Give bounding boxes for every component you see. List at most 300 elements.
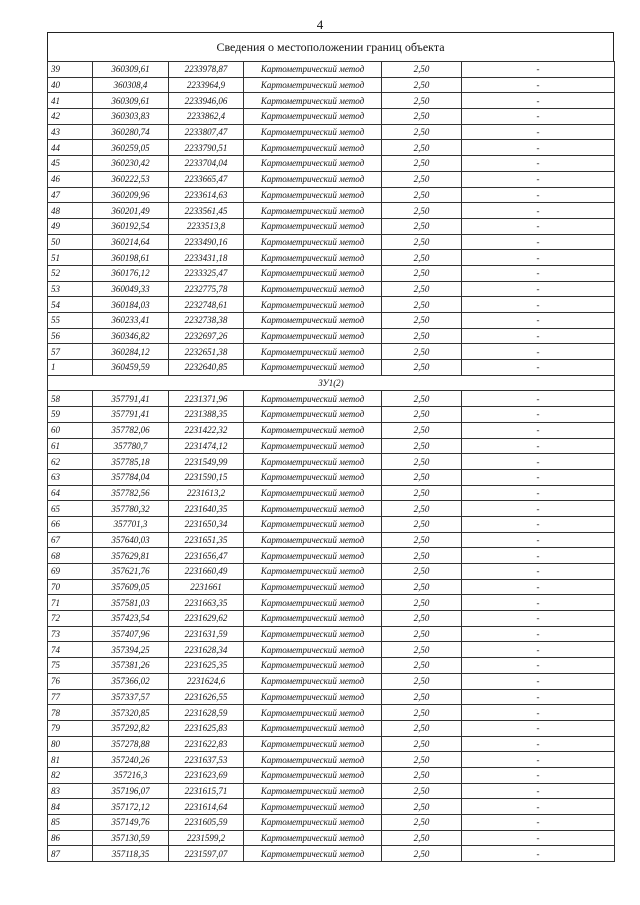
table-row [48, 218, 615, 234]
description-cell: - [462, 469, 615, 485]
method-cell: Картометрический метод [244, 642, 382, 658]
y-coordinate-cell: 2231623,69 [169, 767, 244, 783]
point-number-cell: 85 [48, 815, 93, 831]
method-cell: Картометрический метод [244, 799, 382, 815]
point-number-cell: 42 [48, 109, 93, 125]
table-row [48, 846, 615, 862]
y-coordinate-cell: 2231614,64 [169, 799, 244, 815]
precision-cell: 2,50 [382, 234, 462, 250]
description-cell: - [462, 736, 615, 752]
table-row [48, 469, 615, 485]
y-coordinate-cell: 2231599,2 [169, 830, 244, 846]
table-row [48, 532, 615, 548]
y-coordinate-cell: 2231549,99 [169, 454, 244, 470]
table-row [48, 124, 615, 140]
y-coordinate-cell: 2231631,59 [169, 626, 244, 642]
description-cell: - [462, 93, 615, 109]
precision-cell: 2,50 [382, 485, 462, 501]
point-number-cell: 74 [48, 642, 93, 658]
table-row [48, 611, 615, 627]
precision-cell: 2,50 [382, 595, 462, 611]
y-coordinate-cell: 2231637,53 [169, 752, 244, 768]
description-cell: - [462, 846, 615, 862]
description-cell: - [462, 611, 615, 627]
method-cell: Картометрический метод [244, 234, 382, 250]
method-cell: Картометрический метод [244, 783, 382, 799]
table-row [48, 438, 615, 454]
point-number-cell: 73 [48, 626, 93, 642]
x-coordinate-cell: 357785,18 [93, 454, 169, 470]
table-row [48, 736, 615, 752]
x-coordinate-cell: 357172,12 [93, 799, 169, 815]
point-number-cell: 79 [48, 720, 93, 736]
method-cell: Картометрический метод [244, 265, 382, 281]
x-coordinate-cell: 360214,64 [93, 234, 169, 250]
point-number-cell: 68 [48, 548, 93, 564]
point-number-cell: 48 [48, 203, 93, 219]
method-cell: Картометрический метод [244, 752, 382, 768]
group-label: ЗУ1(2) [48, 375, 615, 391]
y-coordinate-cell: 2231625,83 [169, 720, 244, 736]
table-row [48, 140, 615, 156]
point-number-cell: 40 [48, 77, 93, 93]
point-number-cell: 80 [48, 736, 93, 752]
method-cell: Картометрический метод [244, 658, 382, 674]
y-coordinate-cell: 2231651,35 [169, 532, 244, 548]
y-coordinate-cell: 2231613,2 [169, 485, 244, 501]
x-coordinate-cell: 357780,32 [93, 501, 169, 517]
point-number-cell: 54 [48, 297, 93, 313]
x-coordinate-cell: 360230,42 [93, 156, 169, 172]
y-coordinate-cell: 2233807,47 [169, 124, 244, 140]
y-coordinate-cell: 2231622,83 [169, 736, 244, 752]
method-cell: Картометрический метод [244, 611, 382, 627]
table-row [48, 297, 615, 313]
description-cell: - [462, 548, 615, 564]
method-cell: Картометрический метод [244, 407, 382, 423]
description-cell: - [462, 485, 615, 501]
y-coordinate-cell: 2232640,85 [169, 360, 244, 376]
x-coordinate-cell: 360309,61 [93, 93, 169, 109]
point-number-cell: 51 [48, 250, 93, 266]
x-coordinate-cell: 357784,04 [93, 469, 169, 485]
description-cell: - [462, 391, 615, 407]
y-coordinate-cell: 2233513,8 [169, 218, 244, 234]
description-cell: - [462, 642, 615, 658]
table-row [48, 109, 615, 125]
point-number-cell: 59 [48, 407, 93, 423]
x-coordinate-cell: 357407,96 [93, 626, 169, 642]
description-cell: - [462, 579, 615, 595]
y-coordinate-cell: 2232748,61 [169, 297, 244, 313]
table-row [48, 234, 615, 250]
precision-cell: 2,50 [382, 830, 462, 846]
y-coordinate-cell: 2232775,78 [169, 281, 244, 297]
precision-cell: 2,50 [382, 422, 462, 438]
description-cell: - [462, 297, 615, 313]
description-cell: - [462, 360, 615, 376]
y-coordinate-cell: 2231597,07 [169, 846, 244, 862]
precision-cell: 2,50 [382, 611, 462, 627]
x-coordinate-cell: 360303,83 [93, 109, 169, 125]
x-coordinate-cell: 357640,03 [93, 532, 169, 548]
description-cell: - [462, 281, 615, 297]
precision-cell: 2,50 [382, 281, 462, 297]
table-row [48, 171, 615, 187]
table-row [48, 250, 615, 266]
precision-cell: 2,50 [382, 815, 462, 831]
description-cell: - [462, 171, 615, 187]
x-coordinate-cell: 357240,26 [93, 752, 169, 768]
table-row [48, 705, 615, 721]
table-row [48, 595, 615, 611]
point-number-cell: 58 [48, 391, 93, 407]
table-row [48, 783, 615, 799]
y-coordinate-cell: 2233946,06 [169, 93, 244, 109]
precision-cell: 2,50 [382, 846, 462, 862]
description-cell: - [462, 799, 615, 815]
method-cell: Картометрический метод [244, 62, 382, 78]
precision-cell: 2,50 [382, 344, 462, 360]
method-cell: Картометрический метод [244, 93, 382, 109]
coordinates-table-body [48, 62, 615, 862]
precision-cell: 2,50 [382, 501, 462, 517]
y-coordinate-cell: 2231624,6 [169, 673, 244, 689]
point-number-cell: 1 [48, 360, 93, 376]
table-row [48, 62, 615, 78]
table-row [48, 767, 615, 783]
point-number-cell: 41 [48, 93, 93, 109]
method-cell: Картометрический метод [244, 673, 382, 689]
table-row [48, 815, 615, 831]
method-cell: Картометрический метод [244, 187, 382, 203]
description-cell: - [462, 767, 615, 783]
x-coordinate-cell: 360308,4 [93, 77, 169, 93]
point-number-cell: 75 [48, 658, 93, 674]
table-row [48, 187, 615, 203]
y-coordinate-cell: 2233431,18 [169, 250, 244, 266]
table-row [48, 516, 615, 532]
x-coordinate-cell: 360192,54 [93, 218, 169, 234]
point-number-cell: 67 [48, 532, 93, 548]
precision-cell: 2,50 [382, 156, 462, 172]
point-number-cell: 65 [48, 501, 93, 517]
point-number-cell: 66 [48, 516, 93, 532]
description-cell: - [462, 407, 615, 423]
point-number-cell: 46 [48, 171, 93, 187]
precision-cell: 2,50 [382, 313, 462, 329]
y-coordinate-cell: 2232697,26 [169, 328, 244, 344]
description-cell: - [462, 673, 615, 689]
description-cell: - [462, 156, 615, 172]
table-row [48, 93, 615, 109]
precision-cell: 2,50 [382, 140, 462, 156]
precision-cell: 2,50 [382, 720, 462, 736]
x-coordinate-cell: 357581,03 [93, 595, 169, 611]
table-row [48, 642, 615, 658]
y-coordinate-cell: 2233964,9 [169, 77, 244, 93]
method-cell: Картометрический метод [244, 815, 382, 831]
method-cell: Картометрический метод [244, 140, 382, 156]
method-cell: Картометрический метод [244, 313, 382, 329]
method-cell: Картометрический метод [244, 689, 382, 705]
point-number-cell: 86 [48, 830, 93, 846]
description-cell: - [462, 140, 615, 156]
method-cell: Картометрический метод [244, 595, 382, 611]
precision-cell: 2,50 [382, 454, 462, 470]
point-number-cell: 43 [48, 124, 93, 140]
method-cell: Картометрический метод [244, 124, 382, 140]
x-coordinate-cell: 357320,85 [93, 705, 169, 721]
description-cell: - [462, 830, 615, 846]
precision-cell: 2,50 [382, 642, 462, 658]
precision-cell: 2,50 [382, 548, 462, 564]
precision-cell: 2,50 [382, 265, 462, 281]
y-coordinate-cell: 2232738,38 [169, 313, 244, 329]
precision-cell: 2,50 [382, 626, 462, 642]
table-row [48, 391, 615, 407]
method-cell: Картометрический метод [244, 516, 382, 532]
method-cell: Картометрический метод [244, 532, 382, 548]
precision-cell: 2,50 [382, 77, 462, 93]
method-cell: Картометрический метод [244, 422, 382, 438]
point-number-cell: 57 [48, 344, 93, 360]
table-row [48, 360, 615, 376]
y-coordinate-cell: 2231660,49 [169, 564, 244, 580]
precision-cell: 2,50 [382, 532, 462, 548]
table-row [48, 799, 615, 815]
precision-cell: 2,50 [382, 673, 462, 689]
y-coordinate-cell: 2231422,32 [169, 422, 244, 438]
x-coordinate-cell: 357423,54 [93, 611, 169, 627]
point-number-cell: 56 [48, 328, 93, 344]
precision-cell: 2,50 [382, 218, 462, 234]
point-number-cell: 71 [48, 595, 93, 611]
y-coordinate-cell: 2231626,55 [169, 689, 244, 705]
point-number-cell: 63 [48, 469, 93, 485]
point-number-cell: 84 [48, 799, 93, 815]
description-cell: - [462, 532, 615, 548]
x-coordinate-cell: 357780,7 [93, 438, 169, 454]
y-coordinate-cell: 2233665,47 [169, 171, 244, 187]
method-cell: Картометрический метод [244, 344, 382, 360]
description-cell: - [462, 626, 615, 642]
description-cell: - [462, 250, 615, 266]
x-coordinate-cell: 357118,35 [93, 846, 169, 862]
y-coordinate-cell: 2233614,63 [169, 187, 244, 203]
precision-cell: 2,50 [382, 203, 462, 219]
description-cell: - [462, 328, 615, 344]
y-coordinate-cell: 2231629,62 [169, 611, 244, 627]
y-coordinate-cell: 2233704,04 [169, 156, 244, 172]
y-coordinate-cell: 2231663,35 [169, 595, 244, 611]
x-coordinate-cell: 360222,53 [93, 171, 169, 187]
precision-cell: 2,50 [382, 799, 462, 815]
precision-cell: 2,50 [382, 579, 462, 595]
y-coordinate-cell: 2233325,47 [169, 265, 244, 281]
description-cell: - [462, 265, 615, 281]
description-cell: - [462, 422, 615, 438]
description-cell: - [462, 234, 615, 250]
y-coordinate-cell: 2231605,59 [169, 815, 244, 831]
point-number-cell: 62 [48, 454, 93, 470]
y-coordinate-cell: 2231628,59 [169, 705, 244, 721]
method-cell: Картометрический метод [244, 297, 382, 313]
precision-cell: 2,50 [382, 407, 462, 423]
x-coordinate-cell: 360309,61 [93, 62, 169, 78]
table-row [48, 203, 615, 219]
point-number-cell: 64 [48, 485, 93, 501]
precision-cell: 2,50 [382, 62, 462, 78]
precision-cell: 2,50 [382, 109, 462, 125]
method-cell: Картометрический метод [244, 485, 382, 501]
x-coordinate-cell: 360049,33 [93, 281, 169, 297]
precision-cell: 2,50 [382, 171, 462, 187]
precision-cell: 2,50 [382, 658, 462, 674]
method-cell: Картометрический метод [244, 705, 382, 721]
table-row [48, 344, 615, 360]
table-row [48, 830, 615, 846]
x-coordinate-cell: 357130,59 [93, 830, 169, 846]
method-cell: Картометрический метод [244, 156, 382, 172]
method-cell: Картометрический метод [244, 328, 382, 344]
x-coordinate-cell: 357337,57 [93, 689, 169, 705]
x-coordinate-cell: 357621,76 [93, 564, 169, 580]
y-coordinate-cell: 2233978,87 [169, 62, 244, 78]
point-number-cell: 81 [48, 752, 93, 768]
table-row [48, 454, 615, 470]
table-row [48, 313, 615, 329]
method-cell: Картометрический метод [244, 548, 382, 564]
description-cell: - [462, 720, 615, 736]
description-cell: - [462, 187, 615, 203]
x-coordinate-cell: 357791,41 [93, 391, 169, 407]
coordinates-table [47, 61, 615, 862]
method-cell: Картометрический метод [244, 171, 382, 187]
precision-cell: 2,50 [382, 689, 462, 705]
description-cell: - [462, 815, 615, 831]
method-cell: Картометрический метод [244, 720, 382, 736]
point-number-cell: 49 [48, 218, 93, 234]
method-cell: Картометрический метод [244, 438, 382, 454]
x-coordinate-cell: 357701,3 [93, 516, 169, 532]
table-row [48, 281, 615, 297]
point-number-cell: 45 [48, 156, 93, 172]
point-number-cell: 76 [48, 673, 93, 689]
y-coordinate-cell: 2233790,51 [169, 140, 244, 156]
table-row [48, 422, 615, 438]
description-cell: - [462, 516, 615, 532]
method-cell: Картометрический метод [244, 203, 382, 219]
x-coordinate-cell: 357196,07 [93, 783, 169, 799]
x-coordinate-cell: 357292,82 [93, 720, 169, 736]
y-coordinate-cell: 2231628,34 [169, 642, 244, 658]
precision-cell: 2,50 [382, 752, 462, 768]
x-coordinate-cell: 360346,82 [93, 328, 169, 344]
x-coordinate-cell: 357782,06 [93, 422, 169, 438]
method-cell: Картометрический метод [244, 250, 382, 266]
point-number-cell: 70 [48, 579, 93, 595]
precision-cell: 2,50 [382, 438, 462, 454]
description-cell: - [462, 752, 615, 768]
table-row [48, 548, 615, 564]
description-cell: - [462, 124, 615, 140]
precision-cell: 2,50 [382, 124, 462, 140]
point-number-cell: 39 [48, 62, 93, 78]
method-cell: Картометрический метод [244, 109, 382, 125]
x-coordinate-cell: 360201,49 [93, 203, 169, 219]
precision-cell: 2,50 [382, 516, 462, 532]
point-number-cell: 61 [48, 438, 93, 454]
point-number-cell: 44 [48, 140, 93, 156]
precision-cell: 2,50 [382, 328, 462, 344]
table-row [48, 501, 615, 517]
method-cell: Картометрический метод [244, 564, 382, 580]
precision-cell: 2,50 [382, 391, 462, 407]
description-cell: - [462, 689, 615, 705]
table-row [48, 485, 615, 501]
table-row [48, 752, 615, 768]
method-cell: Картометрический метод [244, 281, 382, 297]
y-coordinate-cell: 2231388,35 [169, 407, 244, 423]
point-number-cell: 53 [48, 281, 93, 297]
description-cell: - [462, 218, 615, 234]
point-number-cell: 69 [48, 564, 93, 580]
description-cell: - [462, 501, 615, 517]
y-coordinate-cell: 2231590,15 [169, 469, 244, 485]
point-number-cell: 72 [48, 611, 93, 627]
method-cell: Картометрический метод [244, 469, 382, 485]
method-cell: Картометрический метод [244, 830, 382, 846]
x-coordinate-cell: 357782,56 [93, 485, 169, 501]
x-coordinate-cell: 360284,12 [93, 344, 169, 360]
x-coordinate-cell: 357394,25 [93, 642, 169, 658]
x-coordinate-cell: 357381,26 [93, 658, 169, 674]
point-number-cell: 55 [48, 313, 93, 329]
precision-cell: 2,50 [382, 564, 462, 580]
x-coordinate-cell: 360259,05 [93, 140, 169, 156]
y-coordinate-cell: 2231625,35 [169, 658, 244, 674]
y-coordinate-cell: 2231371,96 [169, 391, 244, 407]
x-coordinate-cell: 360459,59 [93, 360, 169, 376]
description-cell: - [462, 705, 615, 721]
precision-cell: 2,50 [382, 705, 462, 721]
y-coordinate-cell: 2233561,45 [169, 203, 244, 219]
method-cell: Картометрический метод [244, 454, 382, 470]
y-coordinate-cell: 2231661 [169, 579, 244, 595]
precision-cell: 2,50 [382, 767, 462, 783]
y-coordinate-cell: 2233862,4 [169, 109, 244, 125]
description-cell: - [462, 595, 615, 611]
method-cell: Картометрический метод [244, 767, 382, 783]
precision-cell: 2,50 [382, 93, 462, 109]
point-number-cell: 87 [48, 846, 93, 862]
x-coordinate-cell: 360209,96 [93, 187, 169, 203]
method-cell: Картометрический метод [244, 736, 382, 752]
x-coordinate-cell: 360198,61 [93, 250, 169, 266]
y-coordinate-cell: 2231650,34 [169, 516, 244, 532]
description-cell: - [462, 203, 615, 219]
y-coordinate-cell: 2231474,12 [169, 438, 244, 454]
method-cell: Картометрический метод [244, 218, 382, 234]
table-row [48, 564, 615, 580]
x-coordinate-cell: 360280,74 [93, 124, 169, 140]
description-cell: - [462, 564, 615, 580]
x-coordinate-cell: 357791,41 [93, 407, 169, 423]
section-title: Сведения о местоположении границ объекта [47, 32, 614, 61]
y-coordinate-cell: 2231615,71 [169, 783, 244, 799]
x-coordinate-cell: 357629,81 [93, 548, 169, 564]
